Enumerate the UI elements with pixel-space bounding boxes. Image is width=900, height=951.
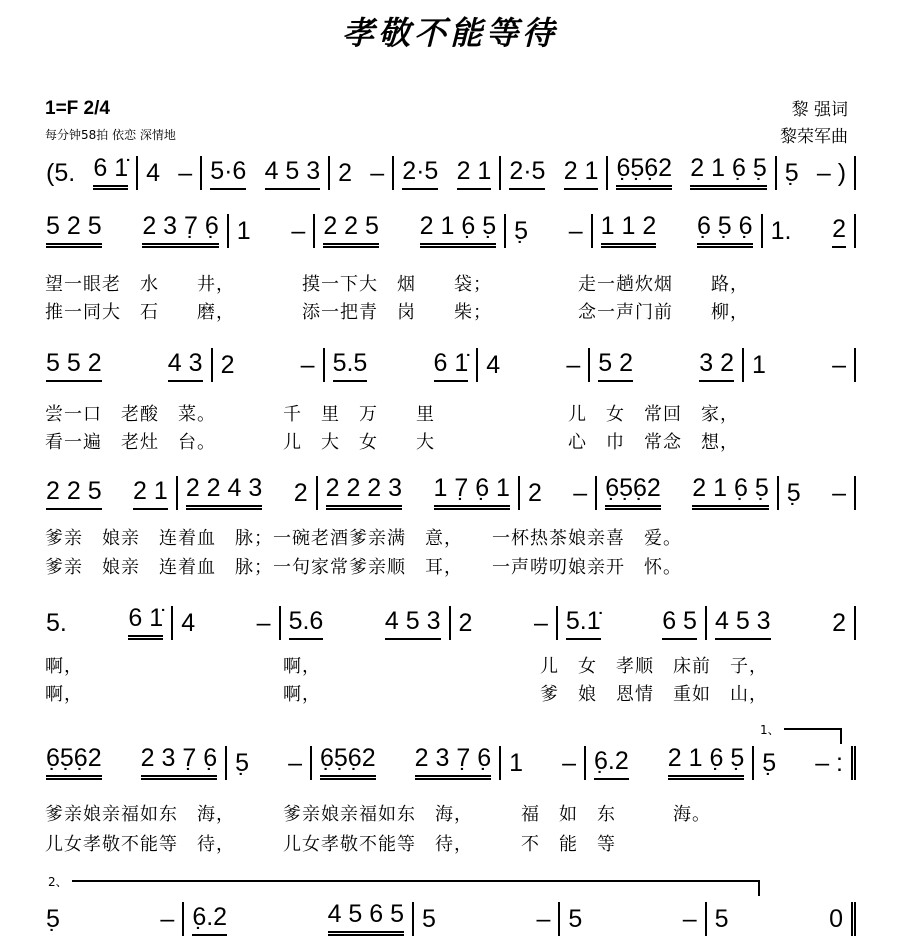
note-group: 5̣ bbox=[235, 749, 250, 777]
note-group: 2 2 2 3 bbox=[326, 473, 402, 510]
note-group: 5 2 5 bbox=[46, 211, 102, 248]
note-group: (5. bbox=[46, 159, 76, 187]
note-group: 5. bbox=[46, 609, 67, 637]
measure bbox=[558, 606, 707, 640]
note-group: 5 2 bbox=[598, 348, 633, 382]
note-group: 4 5 3 bbox=[385, 606, 441, 640]
measure bbox=[202, 156, 330, 190]
note-group: 5̣ bbox=[514, 217, 528, 245]
note-group: 1 bbox=[236, 217, 251, 245]
note-group: 5 bbox=[568, 905, 583, 933]
measure bbox=[38, 348, 213, 382]
measure bbox=[501, 746, 586, 780]
lyrics-verse2-line2: 看一遍 老灶 台。 儿 大 女 大 心 巾 常念 想， bbox=[45, 432, 739, 453]
note-group: 1 1 2 bbox=[601, 211, 657, 248]
volta-label: 2、 bbox=[48, 875, 72, 889]
measure bbox=[586, 746, 754, 780]
note-group: 5 bbox=[714, 905, 729, 933]
measure bbox=[229, 214, 316, 248]
notation-row bbox=[38, 896, 856, 936]
lyrics-verse1-line3: 爹亲 娘亲 连着血 脉；一碗老酒爹亲满 意， 一杯热茶娘亲喜 爱。 bbox=[45, 528, 682, 549]
notation-row bbox=[38, 150, 856, 190]
note-group: – bbox=[566, 351, 581, 379]
measure bbox=[38, 156, 138, 190]
note-group: 5 5 2 bbox=[46, 348, 102, 382]
note-group: 4 bbox=[146, 159, 161, 187]
note-group: 6̣.2 bbox=[594, 746, 629, 780]
measure bbox=[312, 746, 501, 780]
measure bbox=[213, 348, 325, 382]
key-signature: 1=F 2/4 bbox=[45, 98, 110, 119]
volta-second-ending bbox=[48, 875, 760, 896]
measure bbox=[754, 746, 856, 780]
note-group: 2 2 5 bbox=[323, 211, 379, 248]
note-group: 5.5 bbox=[333, 348, 368, 382]
measure bbox=[173, 606, 280, 640]
note-group: 2 1 6̣ 5̣ bbox=[420, 211, 496, 248]
note-group: – bbox=[291, 217, 306, 245]
measure bbox=[763, 214, 856, 248]
note-group: 4 3 bbox=[168, 348, 203, 382]
note-group: 2 1 bbox=[457, 156, 492, 190]
note-group: – bbox=[288, 749, 302, 777]
measure bbox=[744, 348, 856, 382]
lyricist-credit: 黎 强词 bbox=[791, 100, 848, 120]
note-group: – bbox=[568, 217, 583, 245]
notation-row bbox=[38, 740, 856, 780]
notation-row bbox=[38, 470, 856, 510]
note-group: 6̣.2 bbox=[192, 902, 227, 936]
measure bbox=[178, 476, 318, 510]
note-group: 5̣ bbox=[762, 749, 777, 777]
note-group: 6 1̇ bbox=[128, 603, 163, 640]
note-group: 6 1̇ bbox=[93, 153, 128, 190]
measure bbox=[38, 902, 184, 936]
note-group: 2 2 5 bbox=[46, 476, 102, 510]
note-group: 2 bbox=[832, 214, 846, 248]
measure bbox=[560, 902, 706, 936]
note-group: – bbox=[832, 351, 846, 379]
measure bbox=[184, 902, 414, 936]
measure bbox=[777, 156, 856, 190]
measure bbox=[38, 476, 178, 510]
note-group: – bbox=[256, 609, 271, 637]
measure bbox=[227, 746, 312, 780]
note-group: 1 bbox=[509, 749, 524, 777]
measure bbox=[779, 476, 856, 510]
note-group: 3 2 bbox=[699, 348, 734, 382]
measure bbox=[325, 348, 479, 382]
measure bbox=[315, 214, 506, 248]
composer-credit: 黎荣军曲 bbox=[780, 127, 848, 147]
note-group: 2 bbox=[832, 609, 847, 637]
measure bbox=[138, 156, 202, 190]
measure bbox=[281, 606, 451, 640]
note-group: – bbox=[300, 351, 315, 379]
measure bbox=[597, 476, 779, 510]
note-group: 4 5 6 5 bbox=[328, 899, 404, 936]
note-group: 0 bbox=[829, 905, 843, 933]
note-group: 2 1 bbox=[564, 156, 599, 190]
note-group: 5̣ bbox=[784, 159, 799, 187]
note-group: 5.6 bbox=[289, 606, 324, 640]
note-group: 2·5 bbox=[509, 156, 545, 190]
note-group: 2 bbox=[293, 479, 308, 507]
note-group: 5̣ bbox=[786, 479, 801, 507]
note-group: 6̣5̣6̣2 bbox=[46, 743, 102, 780]
measure bbox=[38, 746, 227, 780]
note-group: 2 1 6̣ 5̣ bbox=[690, 153, 766, 190]
note-group: 5·6 bbox=[210, 156, 246, 190]
measure bbox=[330, 156, 394, 190]
measure bbox=[38, 214, 229, 248]
lyrics-verse2-line3: 爹亲 娘亲 连着血 脉；一句家常爹亲顺 耳， 一声唠叨娘亲开 怀。 bbox=[45, 557, 682, 578]
note-group: 4 5 3 bbox=[715, 606, 771, 640]
note-group: 2 3 7̣ 6̣ bbox=[415, 743, 491, 780]
lyrics-verse1-line5: 爹亲娘亲福如东 海， 爹亲娘亲福如东 海， 福 如 东 海。 bbox=[45, 804, 711, 825]
note-group: – bbox=[370, 159, 385, 187]
note-group: 2 bbox=[338, 159, 353, 187]
note-group: 2 3 7̣ 6̣ bbox=[141, 743, 217, 780]
lyrics-verse2-line1: 推一同大 石 磨， 添一把青 岗 柴； 念一声门前 柳， bbox=[45, 302, 749, 323]
note-group: 6̣5̣6̣2 bbox=[616, 153, 672, 190]
lyrics-verse1-line2: 尝一口 老酸 菜。 千 里 万 里 儿 女 常回 家， bbox=[45, 404, 739, 425]
notation-row bbox=[38, 208, 856, 248]
note-group: 2 3 7̣ 6̣ bbox=[142, 211, 218, 248]
measure bbox=[608, 156, 776, 190]
measure bbox=[590, 348, 744, 382]
volta-first-ending bbox=[760, 723, 842, 744]
note-group: 6̣ 5̣ 6̣ bbox=[697, 211, 753, 248]
note-group: 2 1 6̣ 5̣ bbox=[668, 743, 744, 780]
measure bbox=[707, 902, 856, 936]
measure bbox=[593, 214, 763, 248]
note-group: 2 bbox=[220, 351, 235, 379]
note-group: 1 bbox=[752, 351, 766, 379]
note-group: 4 bbox=[181, 609, 196, 637]
note-group: 2 1 bbox=[133, 476, 168, 510]
song-title: 孝敬不能等待 bbox=[341, 14, 558, 52]
notation-row bbox=[38, 342, 856, 382]
notation-row bbox=[38, 600, 856, 640]
note-group: 1. bbox=[770, 217, 792, 245]
note-group: – bbox=[533, 609, 548, 637]
note-group: 2·5 bbox=[402, 156, 438, 190]
measure bbox=[506, 214, 593, 248]
measure bbox=[451, 606, 558, 640]
note-group: – bbox=[160, 905, 175, 933]
note-group: 2 bbox=[527, 479, 542, 507]
note-group: – bbox=[682, 905, 697, 933]
note-group: 6̣5̣6̣2 bbox=[320, 743, 376, 780]
volta-label: 1、 bbox=[760, 723, 784, 737]
lyrics-verse1-line4: 啊， 啊， 儿 女 孝顺 床前 子， bbox=[45, 656, 768, 677]
note-group: 2 bbox=[458, 609, 473, 637]
note-group: 5̣ bbox=[46, 905, 60, 933]
note-group: 6 5 bbox=[662, 606, 697, 640]
note-group: – ) bbox=[816, 159, 847, 187]
measure bbox=[478, 348, 590, 382]
lyrics-verse2-line5: 儿女孝敬不能等 待， 儿女孝敬不能等 待， 不 能 等 bbox=[45, 834, 616, 855]
note-group: 6̣5̣6̣2 bbox=[605, 473, 661, 510]
note-group: – bbox=[562, 749, 576, 777]
note-group: – : bbox=[815, 749, 843, 777]
measure bbox=[318, 476, 520, 510]
note-group: 5.1̇ bbox=[566, 606, 601, 640]
measure bbox=[414, 902, 560, 936]
note-group: 2 2 4 3 bbox=[186, 473, 262, 510]
note-group: 6 1̇ bbox=[434, 348, 469, 382]
note-group: 4 5 3 bbox=[265, 156, 321, 190]
measure bbox=[394, 156, 501, 190]
note-group: – bbox=[573, 479, 588, 507]
note-group: – bbox=[536, 905, 551, 933]
measure bbox=[501, 156, 608, 190]
measure bbox=[38, 606, 173, 640]
note-group: 2 1 6̣ 5̣ bbox=[692, 473, 768, 510]
note-group: 1 7̣ 6̣ 1 bbox=[434, 473, 510, 510]
note-group: 4 bbox=[486, 351, 501, 379]
tempo-marking: 每分钟58拍 依恋 深情地 bbox=[45, 128, 176, 142]
measure bbox=[707, 606, 856, 640]
lyrics-verse1-line1: 望一眼老 水 井， 摸一下大 烟 袋； 走一趟炊烟 路， bbox=[45, 274, 749, 295]
measure bbox=[520, 476, 597, 510]
note-group: – bbox=[832, 479, 846, 507]
note-group: – bbox=[178, 159, 193, 187]
lyrics-verse2-line4: 啊， 啊， 爹 娘 恩情 重如 山， bbox=[45, 684, 768, 705]
note-group: 5 bbox=[422, 905, 436, 933]
